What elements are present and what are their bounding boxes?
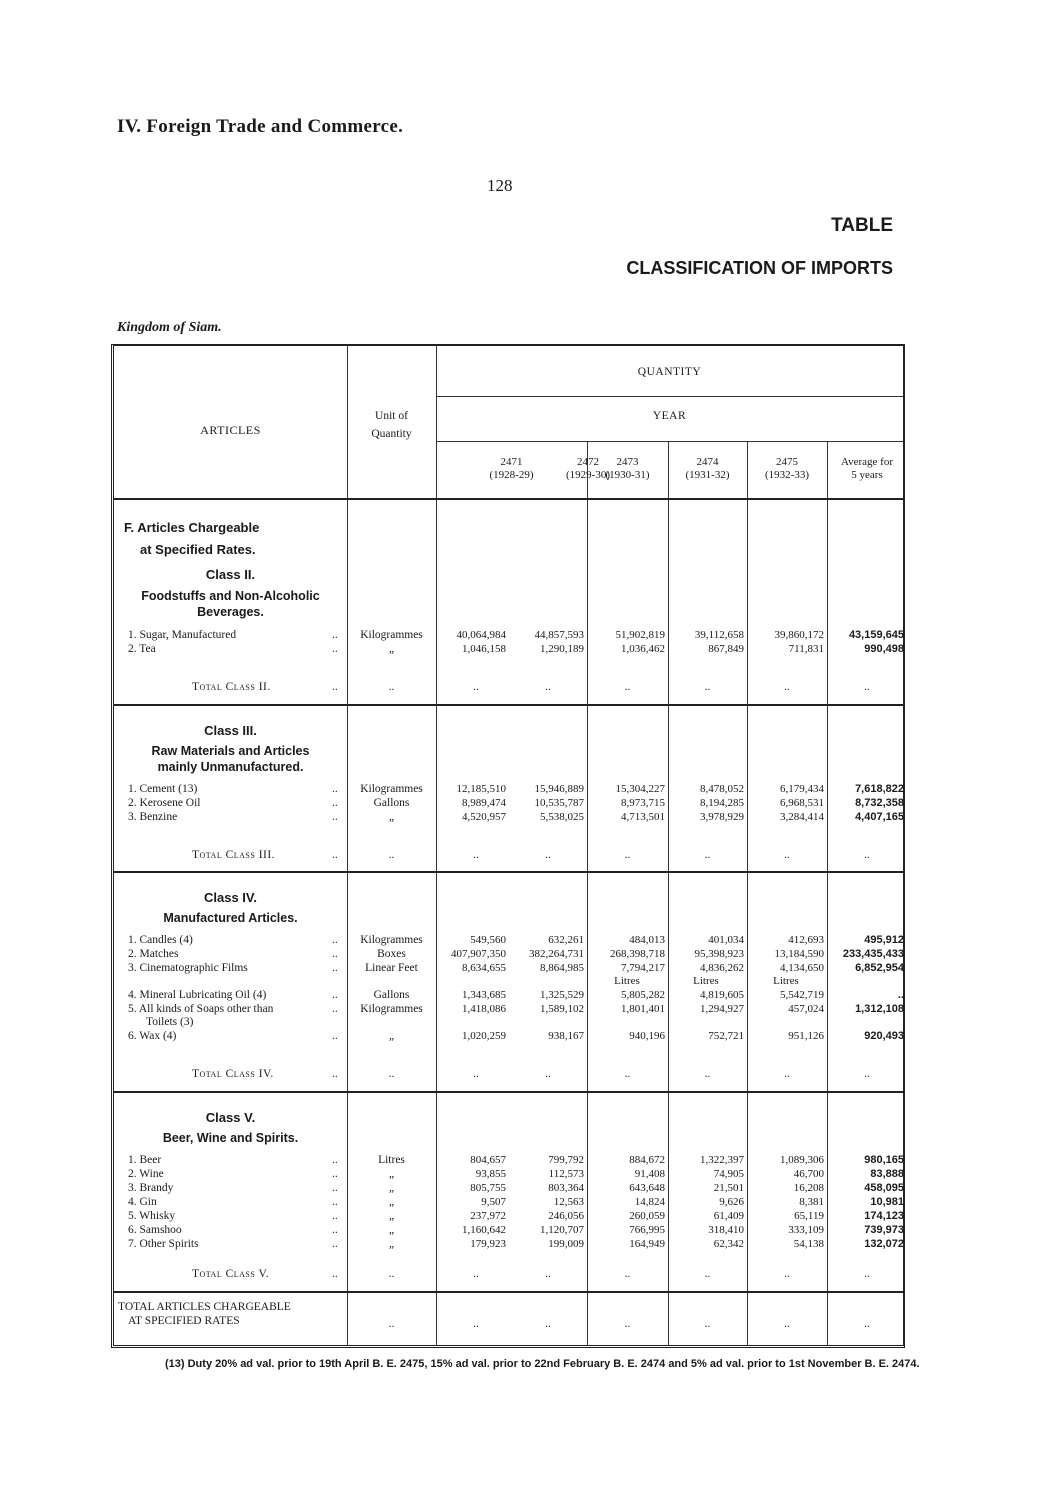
- class5-row-5-value-1: 237,972: [470, 1210, 506, 1222]
- grand-total-value: ..: [473, 1318, 479, 1330]
- class4-row-4-value-1: 1,343,685: [462, 989, 506, 1001]
- class4-row-4-value-4: 4,819,605: [700, 989, 744, 1001]
- class3-row-1-average: 7,618,822: [855, 783, 904, 795]
- class3-total-value: ..: [624, 849, 631, 861]
- class4-row-5-value-4: 1,294,927: [700, 1003, 744, 1015]
- class5-row-2-average: 83,888: [870, 1168, 904, 1180]
- class5-total-label: Total Class V.: [192, 1268, 270, 1280]
- class3-row-3-unit: „: [388, 811, 395, 823]
- group-title-line2: at Specified Rates.: [140, 542, 256, 557]
- table-title: CLASSIFICATION OF IMPORTS: [626, 258, 893, 278]
- class4-row-3-value-5: 4,134,650: [780, 962, 824, 974]
- class2-row-1-value-5: 39,860,172: [774, 629, 824, 641]
- class5-row-5-value-3: 260,059: [629, 1210, 665, 1222]
- class4-row-1-unit: Kilogrammes: [360, 934, 423, 946]
- class5-total-value: ..: [704, 1268, 711, 1280]
- imports-table: [111, 344, 905, 1348]
- class2-row-2-value-1: 1,046,158: [462, 643, 506, 655]
- class5-row-1-value-4: 1,322,397: [700, 1154, 744, 1166]
- class2-row-1-unit: Kilogrammes: [360, 629, 423, 641]
- class4-row-4-unit: Gallons: [373, 989, 410, 1001]
- class3-row-1-unit: Kilogrammes: [360, 783, 423, 795]
- class5-row-1-value-1: 804,657: [470, 1154, 506, 1166]
- class4-row-2-value-5: 13,184,590: [774, 948, 824, 960]
- class5-row-2-value-1: 93,855: [475, 1168, 506, 1180]
- leader-dots: ..: [332, 681, 338, 693]
- class4-row-3-value-3: 7,794,217: [621, 962, 665, 974]
- class4-row-6-value-5: 951,126: [788, 1030, 824, 1042]
- class5-row-4-value-4: 9,626: [719, 1196, 744, 1208]
- class4-row-5-unit: Kilogrammes: [360, 1003, 423, 1015]
- class4-row-3-unit: Linear Feet: [365, 962, 418, 974]
- class5-row-5-value-5: 65,119: [794, 1210, 824, 1222]
- class4-row-4-value-2: 1,325,529: [540, 989, 584, 1001]
- class5-row-4-article: 4. Gin: [128, 1196, 157, 1208]
- class5-row-4-value-3: 14,824: [634, 1196, 665, 1208]
- litres-note: Litres: [693, 975, 719, 987]
- class5-row-5-average: 174,123: [864, 1210, 904, 1222]
- class5-row-3-average: 458,095: [864, 1182, 904, 1194]
- class4-row-6-value-4: 752,721: [708, 1030, 744, 1042]
- class5-subtitle: Beer, Wine and Spirits.: [162, 1131, 299, 1145]
- class3-row-1-value-5: 6,179,434: [780, 783, 824, 795]
- class3-row-2-value-4: 8,194,285: [700, 797, 744, 809]
- leader-dots: ..: [332, 1210, 338, 1222]
- class2-row-2-value-3: 1,036,462: [621, 643, 665, 655]
- grand-total-line2: AT SPECIFIED RATES: [128, 1315, 240, 1327]
- leader-dots: ..: [332, 783, 338, 795]
- class2-row-1-average: 43,159,645: [848, 629, 904, 641]
- class5-row-3-value-1: 805,755: [470, 1182, 506, 1194]
- section-heading: IV. Foreign Trade and Commerce.: [117, 116, 404, 137]
- class4-total-value: ..: [624, 1068, 631, 1080]
- grand-total-value: ..: [704, 1318, 711, 1330]
- class5-title: Class V.: [205, 1110, 256, 1125]
- class2-total-value: ..: [545, 681, 551, 693]
- average-header: Average for 5 years: [840, 456, 893, 481]
- class4-row-5-value-3: 1,801,401: [621, 1003, 665, 1015]
- class3-row-1-value-4: 8,478,052: [700, 783, 744, 795]
- leader-dots: ..: [332, 934, 338, 946]
- litres-note: Litres: [614, 975, 640, 987]
- class4-row-1-value-2: 632,261: [548, 934, 584, 946]
- class2-total-value: ..: [473, 681, 479, 693]
- class2-row-2-value-4: 867,849: [708, 643, 744, 655]
- header-bottom-rule: [114, 498, 903, 500]
- class2-row-2-value-5: 711,831: [788, 643, 824, 655]
- leader-dots: ..: [332, 1224, 338, 1236]
- class4-row-1-value-3: 484,013: [629, 934, 665, 946]
- class3-row-3-value-2: 5,538,025: [540, 811, 584, 823]
- grand-total-line1: TOTAL ARTICLES CHARGEABLE: [118, 1301, 291, 1313]
- class5-row-6-unit: „: [388, 1224, 395, 1236]
- leader-dots: ..: [332, 797, 338, 809]
- class5-total-value: ..: [545, 1268, 551, 1280]
- class2-row-1-article: 1. Sugar, Manufactured: [128, 629, 237, 641]
- class5-row-3-value-3: 643,648: [629, 1182, 665, 1194]
- class5-row-2-value-5: 46,700: [793, 1168, 824, 1180]
- class2-total-value: ..: [784, 681, 790, 693]
- leader-dots: ..: [332, 1238, 338, 1250]
- class4-row-1-average: 495,912: [864, 934, 904, 946]
- class2-row-2-unit: „: [388, 643, 395, 655]
- unit-header-line2: Quantity: [371, 428, 412, 440]
- class4-row-3-average: 6,852,954: [855, 962, 904, 974]
- page-number: 128: [487, 176, 513, 195]
- class5-total-value: ..: [864, 1268, 870, 1280]
- year-2474: 2474 (1931-32): [685, 456, 730, 481]
- class4-total-value: ..: [704, 1068, 711, 1080]
- kingdom-label: Kingdom of Siam.: [117, 320, 222, 335]
- class4-row-4-value-3: 5,805,282: [621, 989, 665, 1001]
- grand-total-value: ..: [388, 1318, 395, 1330]
- class4-row-1-value-5: 412,693: [788, 934, 824, 946]
- class5-row-4-average: 10,981: [870, 1196, 904, 1208]
- leader-dots: ..: [332, 1196, 338, 1208]
- class4-row-1-value-1: 549,560: [470, 934, 506, 946]
- class3-total-value: ..: [704, 849, 711, 861]
- litres-note: Litres: [773, 975, 799, 987]
- footnote: (13) Duty 20% ad val. prior to 19th April B. E. 2475, 15% ad val. prior to 22nd February B. E. 2474 and 5% ad val. prior to 1st November B. E. 2474.: [165, 1358, 920, 1370]
- class5-row-1-average: 980,165: [864, 1154, 904, 1166]
- class2-row-1-value-3: 51,902,819: [615, 629, 665, 641]
- leader-dots: ..: [332, 643, 338, 655]
- class3-row-1-value-3: 15,304,227: [615, 783, 665, 795]
- class2-row-2-average: 990,498: [864, 643, 904, 655]
- section-rule: [114, 704, 903, 706]
- class4-row-3-value-2: 8,864,985: [540, 962, 584, 974]
- class5-row-2-article: 2. Wine: [128, 1168, 164, 1180]
- class5-row-7-unit: „: [388, 1238, 395, 1250]
- table-label: TABLE: [831, 215, 893, 236]
- class4-row-6-average: 920,493: [864, 1030, 904, 1042]
- class3-row-1-article: 1. Cement (13): [128, 783, 198, 795]
- class5-row-1-unit: Litres: [378, 1154, 405, 1166]
- class5-row-5-unit: „: [388, 1210, 395, 1222]
- class2-row-2-value-2: 1,290,189: [540, 643, 584, 655]
- quantity-header: QUANTITY: [637, 366, 702, 378]
- class2-row-1-value-4: 39,112,658: [694, 629, 744, 641]
- class3-row-3-value-3: 4,713,501: [621, 811, 665, 823]
- class2-total-value: ..: [704, 681, 711, 693]
- section-rule: [114, 1291, 903, 1293]
- class4-row-6-unit: „: [388, 1030, 395, 1042]
- class4-subtitle: Manufactured Articles.: [163, 911, 298, 925]
- articles-header: ARTICLES: [200, 423, 261, 437]
- leader-dots: ..: [332, 1168, 338, 1180]
- year-header: YEAR: [652, 410, 687, 422]
- class3-total-value: ..: [388, 849, 395, 861]
- class4-row-5-value-2: 1,589,102: [540, 1003, 584, 1015]
- class5-row-6-value-5: 333,109: [788, 1224, 824, 1236]
- class5-row-1-value-5: 1,089,306: [780, 1154, 824, 1166]
- class2-total-value: ..: [624, 681, 631, 693]
- quantity-rule: [436, 396, 903, 397]
- class5-row-4-value-2: 12,563: [553, 1196, 584, 1208]
- class5-row-3-value-2: 803,364: [548, 1182, 584, 1194]
- class4-total-value: ..: [388, 1068, 395, 1080]
- year-2471: 2471 (1928-29): [489, 456, 534, 481]
- class2-total-value: ..: [864, 681, 870, 693]
- leader-dots: ..: [332, 811, 338, 823]
- class4-row-2-unit: Boxes: [377, 948, 406, 960]
- class3-total-value: ..: [784, 849, 790, 861]
- class5-row-4-value-1: 9,507: [481, 1196, 506, 1208]
- class3-total-label: Total Class III.: [192, 849, 276, 861]
- class3-total-value: ..: [545, 849, 551, 861]
- class4-row-2-value-1: 407,907,350: [451, 948, 506, 960]
- leader-dots: ..: [332, 629, 338, 641]
- section-rule: [114, 1091, 903, 1093]
- class5-row-3-unit: „: [388, 1182, 395, 1194]
- class5-row-5-value-2: 246,056: [548, 1210, 584, 1222]
- class5-row-2-value-2: 112,573: [548, 1168, 584, 1180]
- class5-row-1-value-2: 799,792: [548, 1154, 584, 1166]
- class5-row-6-article: 6. Samshoo: [128, 1224, 182, 1236]
- class5-row-5-article: 5. Whisky: [128, 1210, 176, 1222]
- class5-row-6-value-4: 318,410: [708, 1224, 744, 1236]
- class2-row-2-article: 2. Tea: [128, 643, 156, 655]
- class5-row-3-value-5: 16,208: [793, 1182, 824, 1194]
- unit-header-line1: Unit of: [375, 410, 408, 422]
- leader-dots: ..: [332, 962, 338, 974]
- class3-subtitle: mainly Unmanufactured.: [157, 760, 304, 774]
- grand-total-value: ..: [545, 1318, 551, 1330]
- class5-total-value: ..: [473, 1268, 479, 1280]
- class4-total-value: ..: [864, 1068, 870, 1080]
- class4-row-2-value-2: 382,264,731: [529, 948, 584, 960]
- class2-total-label: Total Class II.: [192, 681, 271, 693]
- class3-row-1-value-1: 12,185,510: [456, 783, 506, 795]
- class5-row-6-value-2: 1,120,707: [540, 1224, 584, 1236]
- class3-total-value: ..: [864, 849, 870, 861]
- class4-row-6-value-3: 940,196: [629, 1030, 665, 1042]
- class5-total-value: ..: [784, 1268, 790, 1280]
- leader-dots: ..: [332, 1068, 338, 1080]
- class5-row-2-value-3: 91,408: [634, 1168, 665, 1180]
- class4-row-5-value-5: 457,024: [788, 1003, 824, 1015]
- class4-row-3-value-1: 8,634,655: [462, 962, 506, 974]
- year-2473: 2473 (1930-31): [605, 456, 650, 481]
- class4-row-2-value-4: 95,398,923: [694, 948, 744, 960]
- class3-row-2-value-1: 8,989,474: [462, 797, 506, 809]
- leader-dots: ..: [332, 1154, 338, 1166]
- class5-row-7-value-1: 179,923: [470, 1238, 506, 1250]
- class4-row-4-average: ..: [897, 989, 904, 1001]
- grand-total-value: ..: [624, 1318, 631, 1330]
- class5-row-3-article: 3. Brandy: [128, 1182, 174, 1194]
- class5-total-value: ..: [388, 1268, 395, 1280]
- class4-row-3-article: 3. Cinematographic Films: [128, 962, 248, 974]
- class3-row-3-value-1: 4,520,957: [462, 811, 506, 823]
- class4-row-2-value-3: 268,398,718: [610, 948, 665, 960]
- year-2472: 2472 (1929-30): [566, 456, 610, 481]
- class5-row-6-value-3: 766,995: [629, 1224, 665, 1236]
- class4-row-6-article: 6. Wax (4): [128, 1030, 177, 1042]
- class5-row-6-average: 739,973: [864, 1224, 904, 1236]
- class5-row-4-unit: „: [388, 1196, 395, 1208]
- class4-total-value: ..: [473, 1068, 479, 1080]
- class5-row-3-value-4: 21,501: [713, 1182, 744, 1194]
- class4-total-label: Total Class IV.: [192, 1068, 274, 1080]
- leader-dots: ..: [332, 1003, 338, 1015]
- class4-row-6-value-2: 938,167: [548, 1030, 584, 1042]
- class4-row-5-article: 5. All kinds of Soaps other than: [128, 1003, 274, 1015]
- class4-row-5-average: 1,312,108: [855, 1003, 904, 1015]
- leader-dots: ..: [332, 1182, 338, 1194]
- leader-dots: ..: [332, 1268, 338, 1280]
- class5-row-6-value-1: 1,160,642: [462, 1224, 506, 1236]
- leader-dots: ..: [332, 1030, 338, 1042]
- class4-row-1-value-4: 401,034: [708, 934, 744, 946]
- class4-row-1-article: 1. Candles (4): [128, 934, 193, 946]
- class4-row-6-value-1: 1,020,259: [462, 1030, 506, 1042]
- class4-row-2-average: 233,435,433: [842, 948, 904, 960]
- class3-row-3-article: 3. Benzine: [128, 811, 178, 823]
- class2-row-1-value-2: 44,857,593: [534, 629, 584, 641]
- class5-row-7-value-2: 199,009: [548, 1238, 584, 1250]
- class3-subtitle: Raw Materials and Articles: [151, 744, 310, 758]
- class5-row-7-average: 132,072: [864, 1238, 904, 1250]
- class2-subtitle: Foodstuffs and Non-Alcoholic: [141, 589, 320, 603]
- class3-row-3-value-5: 3,284,414: [780, 811, 824, 823]
- class4-row-5-value-1: 1,418,086: [462, 1003, 506, 1015]
- class3-title: Class III.: [204, 723, 257, 738]
- class5-row-2-value-4: 74,905: [713, 1168, 744, 1180]
- grand-total-value: ..: [784, 1318, 790, 1330]
- class5-row-7-value-3: 164,949: [629, 1238, 665, 1250]
- class3-total-value: ..: [473, 849, 479, 861]
- class5-row-7-article: 7. Other Spirits: [128, 1238, 199, 1250]
- class3-row-3-average: 4,407,165: [855, 811, 904, 823]
- class4-row-3-value-4: 4,836,262: [700, 962, 744, 974]
- class4-row-4-value-5: 5,542,719: [780, 989, 824, 1001]
- class4-row-4-article: 4. Mineral Lubricating Oil (4): [128, 989, 267, 1001]
- class3-row-2-article: 2. Kerosene Oil: [128, 797, 201, 809]
- leader-dots: ..: [332, 948, 338, 960]
- leader-dots: ..: [332, 849, 338, 861]
- group-title-line1: F. Articles Chargeable: [124, 520, 260, 535]
- class3-row-2-value-5: 6,968,531: [780, 797, 824, 809]
- leader-dots: ..: [332, 989, 338, 1001]
- class5-total-value: ..: [624, 1268, 631, 1280]
- class4-total-value: ..: [784, 1068, 790, 1080]
- class2-subtitle: Beverages.: [197, 605, 264, 619]
- year-2475: 2475 (1932-33): [765, 456, 809, 481]
- class4-row-5-article-cont: Toilets (3): [146, 1016, 194, 1028]
- class2-title: Class II.: [205, 567, 256, 582]
- class3-row-2-value-3: 8,973,715: [621, 797, 665, 809]
- year-rule: [436, 441, 903, 442]
- class3-row-2-unit: Gallons: [373, 797, 410, 809]
- class2-row-1-value-1: 40,064,984: [456, 629, 506, 641]
- class3-row-1-value-2: 15,946,889: [534, 783, 584, 795]
- class5-row-7-value-5: 54,138: [793, 1238, 824, 1250]
- class5-row-2-unit: „: [388, 1168, 395, 1180]
- class3-row-2-value-2: 10,535,787: [534, 797, 584, 809]
- class3-row-2-average: 8,732,358: [855, 797, 904, 809]
- class4-total-value: ..: [545, 1068, 551, 1080]
- class3-row-3-value-4: 3,978,929: [700, 811, 744, 823]
- class5-row-4-value-5: 8,381: [799, 1196, 824, 1208]
- class4-title: Class IV.: [203, 890, 257, 905]
- class5-row-1-article: 1. Beer: [128, 1154, 162, 1166]
- class4-row-2-article: 2. Matches: [128, 948, 179, 960]
- class5-row-7-value-4: 62,342: [713, 1238, 744, 1250]
- class5-row-5-value-4: 61,409: [713, 1210, 744, 1222]
- section-rule: [114, 871, 903, 873]
- grand-total-value: ..: [864, 1318, 870, 1330]
- class5-row-1-value-3: 884,672: [629, 1154, 665, 1166]
- class2-total-value: ..: [388, 681, 395, 693]
